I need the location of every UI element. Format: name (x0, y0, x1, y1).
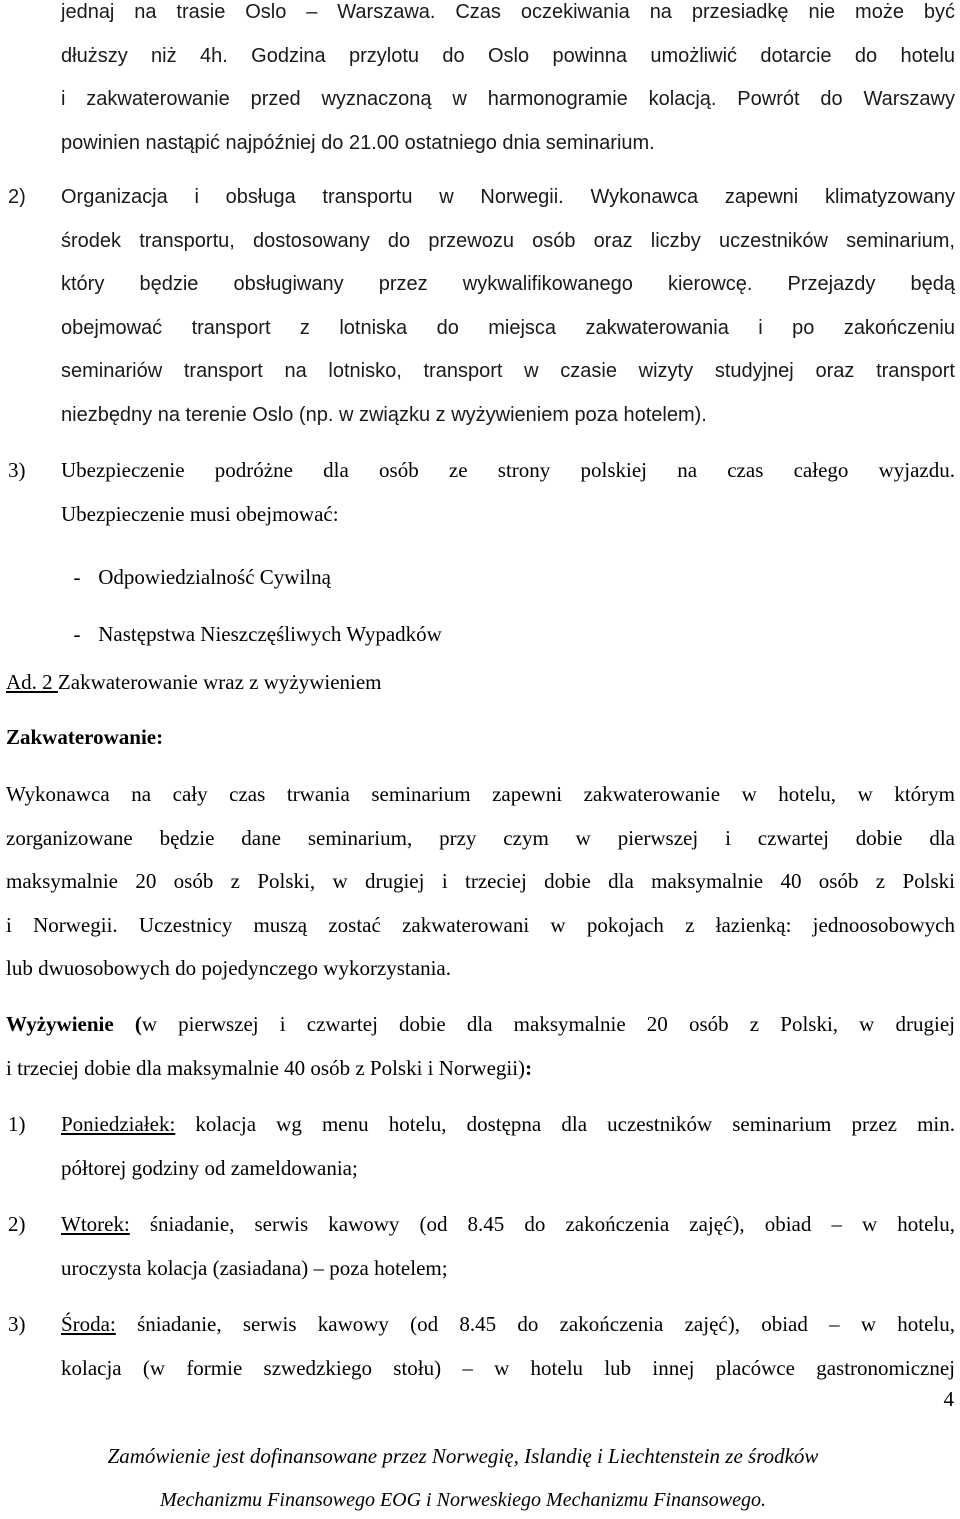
bullet-item (61, 606, 941, 663)
text-line: seminariów transport na lotnisko, transport w czasie wizyty studyjnej oraz transport (61, 360, 955, 382)
page-number: 4 (943, 1387, 954, 1411)
list-number: 2) (8, 186, 26, 208)
text-line (6, 1047, 955, 1091)
list-number: 3) (8, 458, 26, 482)
text-line: powinien nastąpić najpóźniej do 21.00 ostatniego dnia seminarium. (61, 131, 655, 154)
text-line: jednaj na trasie Oslo – Warszawa. Czas oczekiwania na przesiadkę nie może być (61, 1, 955, 23)
day-label: Wtorek: (61, 1212, 130, 1236)
bullet-text: Następstwa Nieszczęśliwych Wypadków (98, 622, 442, 646)
meals-text: i trzeciej dobie dla maksymalnie 40 osób z Polski i Norwegii) (6, 1055, 526, 1080)
text-line: maksymalnie 20 osób z Polski, w drugiej i trzeciej dobie dla maksymalnie 40 osób z Polski (6, 869, 955, 893)
paragraph-accommodation (6, 773, 955, 991)
list-number: 3) (8, 1312, 26, 1336)
ad2-prefix: Ad. 2 (6, 670, 58, 694)
day-label: Środa: (61, 1312, 116, 1336)
day-text: śniadanie, serwis kawowy (od 8.45 do zakończenia zajęć), obiad – w hotelu, (115, 1312, 955, 1336)
text-line: Organizacja i obsługa transportu w Norwegii. Wykonawca zapewni klimatyzowany (61, 186, 955, 208)
text-line: półtorej godziny od zameldowania; (61, 1155, 358, 1180)
paragraph-flights (61, 0, 955, 165)
text-line: Ubezpieczenie podróżne dla osób ze strony polskiej na czas całego wyjazdu. (61, 458, 955, 482)
bullet-dash: - (73, 622, 81, 646)
day-item-monday (0, 1103, 955, 1190)
text-line: obejmować transport z lotniska do miejsca zakwaterowania i po zakończeniu (61, 316, 955, 339)
text-line: który będzie obsługiwany przez wykwalifikowanego kierowcę. Przejazdy będą (61, 273, 955, 295)
day-text: śniadanie, serwis kawowy (od 8.45 do zakończenia zajęć), obiad – w hotelu, (129, 1212, 955, 1236)
text-line (61, 1203, 955, 1247)
day-item-tuesday (0, 1203, 955, 1290)
day-label: Poniedziałek: (61, 1112, 176, 1136)
meals-text: w pierwszej i czwartej dobie dla maksymalnie 20 osób z Polski, w drugiej (141, 1012, 955, 1036)
list-item-transport (0, 176, 955, 437)
text-line (61, 1103, 955, 1147)
footer-line: Zamówienie jest dofinansowane przez Norwegię, Islandię i Liechtenstein ze środków (107, 1444, 819, 1468)
meals-label: Wyżywienie ( (6, 1012, 142, 1036)
text-line: uroczysta kolacja (zasiadana) – poza hotelem; (61, 1255, 448, 1280)
ad2-title: Zakwaterowanie wraz z wyżywieniem (57, 670, 382, 694)
text-line: kolacja (w formie szwedzkiego stołu) – w hotelu lub innej placówce gastronomicznej (61, 1355, 955, 1380)
bullet-item (61, 549, 941, 606)
text-line: i zakwaterowanie przed wyznaczoną w harmonogramie kolacją. Powrót do Warszawy (61, 88, 955, 110)
text-line (61, 1303, 955, 1347)
bullet-list (61, 549, 941, 663)
list-number: 2) (8, 1212, 26, 1236)
text-line: Wykonawca na cały czas trwania seminarium zapewni zakwaterowanie w hotelu, w którym (6, 782, 955, 806)
section-heading-ad2 (6, 661, 382, 705)
text-line (6, 1003, 955, 1047)
text-line: środek transportu, dostosowany do przewozu osób oraz liczby uczestników seminarium, (61, 229, 955, 252)
text-line: dłuższy niż 4h. Godzina przylotu do Oslo powinna umożliwić dotarcie do hotelu (61, 44, 955, 67)
text-line: Ubezpieczenie musi obejmować: (61, 501, 339, 526)
day-item-wednesday (0, 1303, 955, 1390)
text-line: lub dwuosobowych do pojedynczego wykorzystania. (6, 956, 451, 980)
text-line: niezbędny na terenie Oslo (np. w związku z wyżywieniem poza hotelem). (61, 403, 707, 426)
footer-line: Mechanizmu Finansowego EOG i Norweskiego Mechanizmu Finansowego. (159, 1489, 767, 1511)
meals-colon: : (525, 1055, 533, 1080)
text-line: i Norwegii. Uczestnicy muszą zostać zakwaterowani w pokojach z łazienką: jednoosobowych (6, 912, 955, 937)
day-text: kolacja wg menu hotelu, dostępna dla uczestników seminarium przez min. (175, 1112, 955, 1136)
bullet-text: Odpowiedzialność Cywilną (98, 565, 331, 589)
list-number: 1) (8, 1112, 26, 1136)
bullet-dash: - (73, 565, 81, 589)
heading-accommodation: Zakwaterowanie: (6, 725, 164, 749)
list-item-insurance (0, 449, 955, 536)
text-line: zorganizowane będzie dane seminarium, przy czym w pierwszej i czwartej dobie dla (6, 825, 955, 850)
paragraph-meals (6, 1003, 955, 1090)
